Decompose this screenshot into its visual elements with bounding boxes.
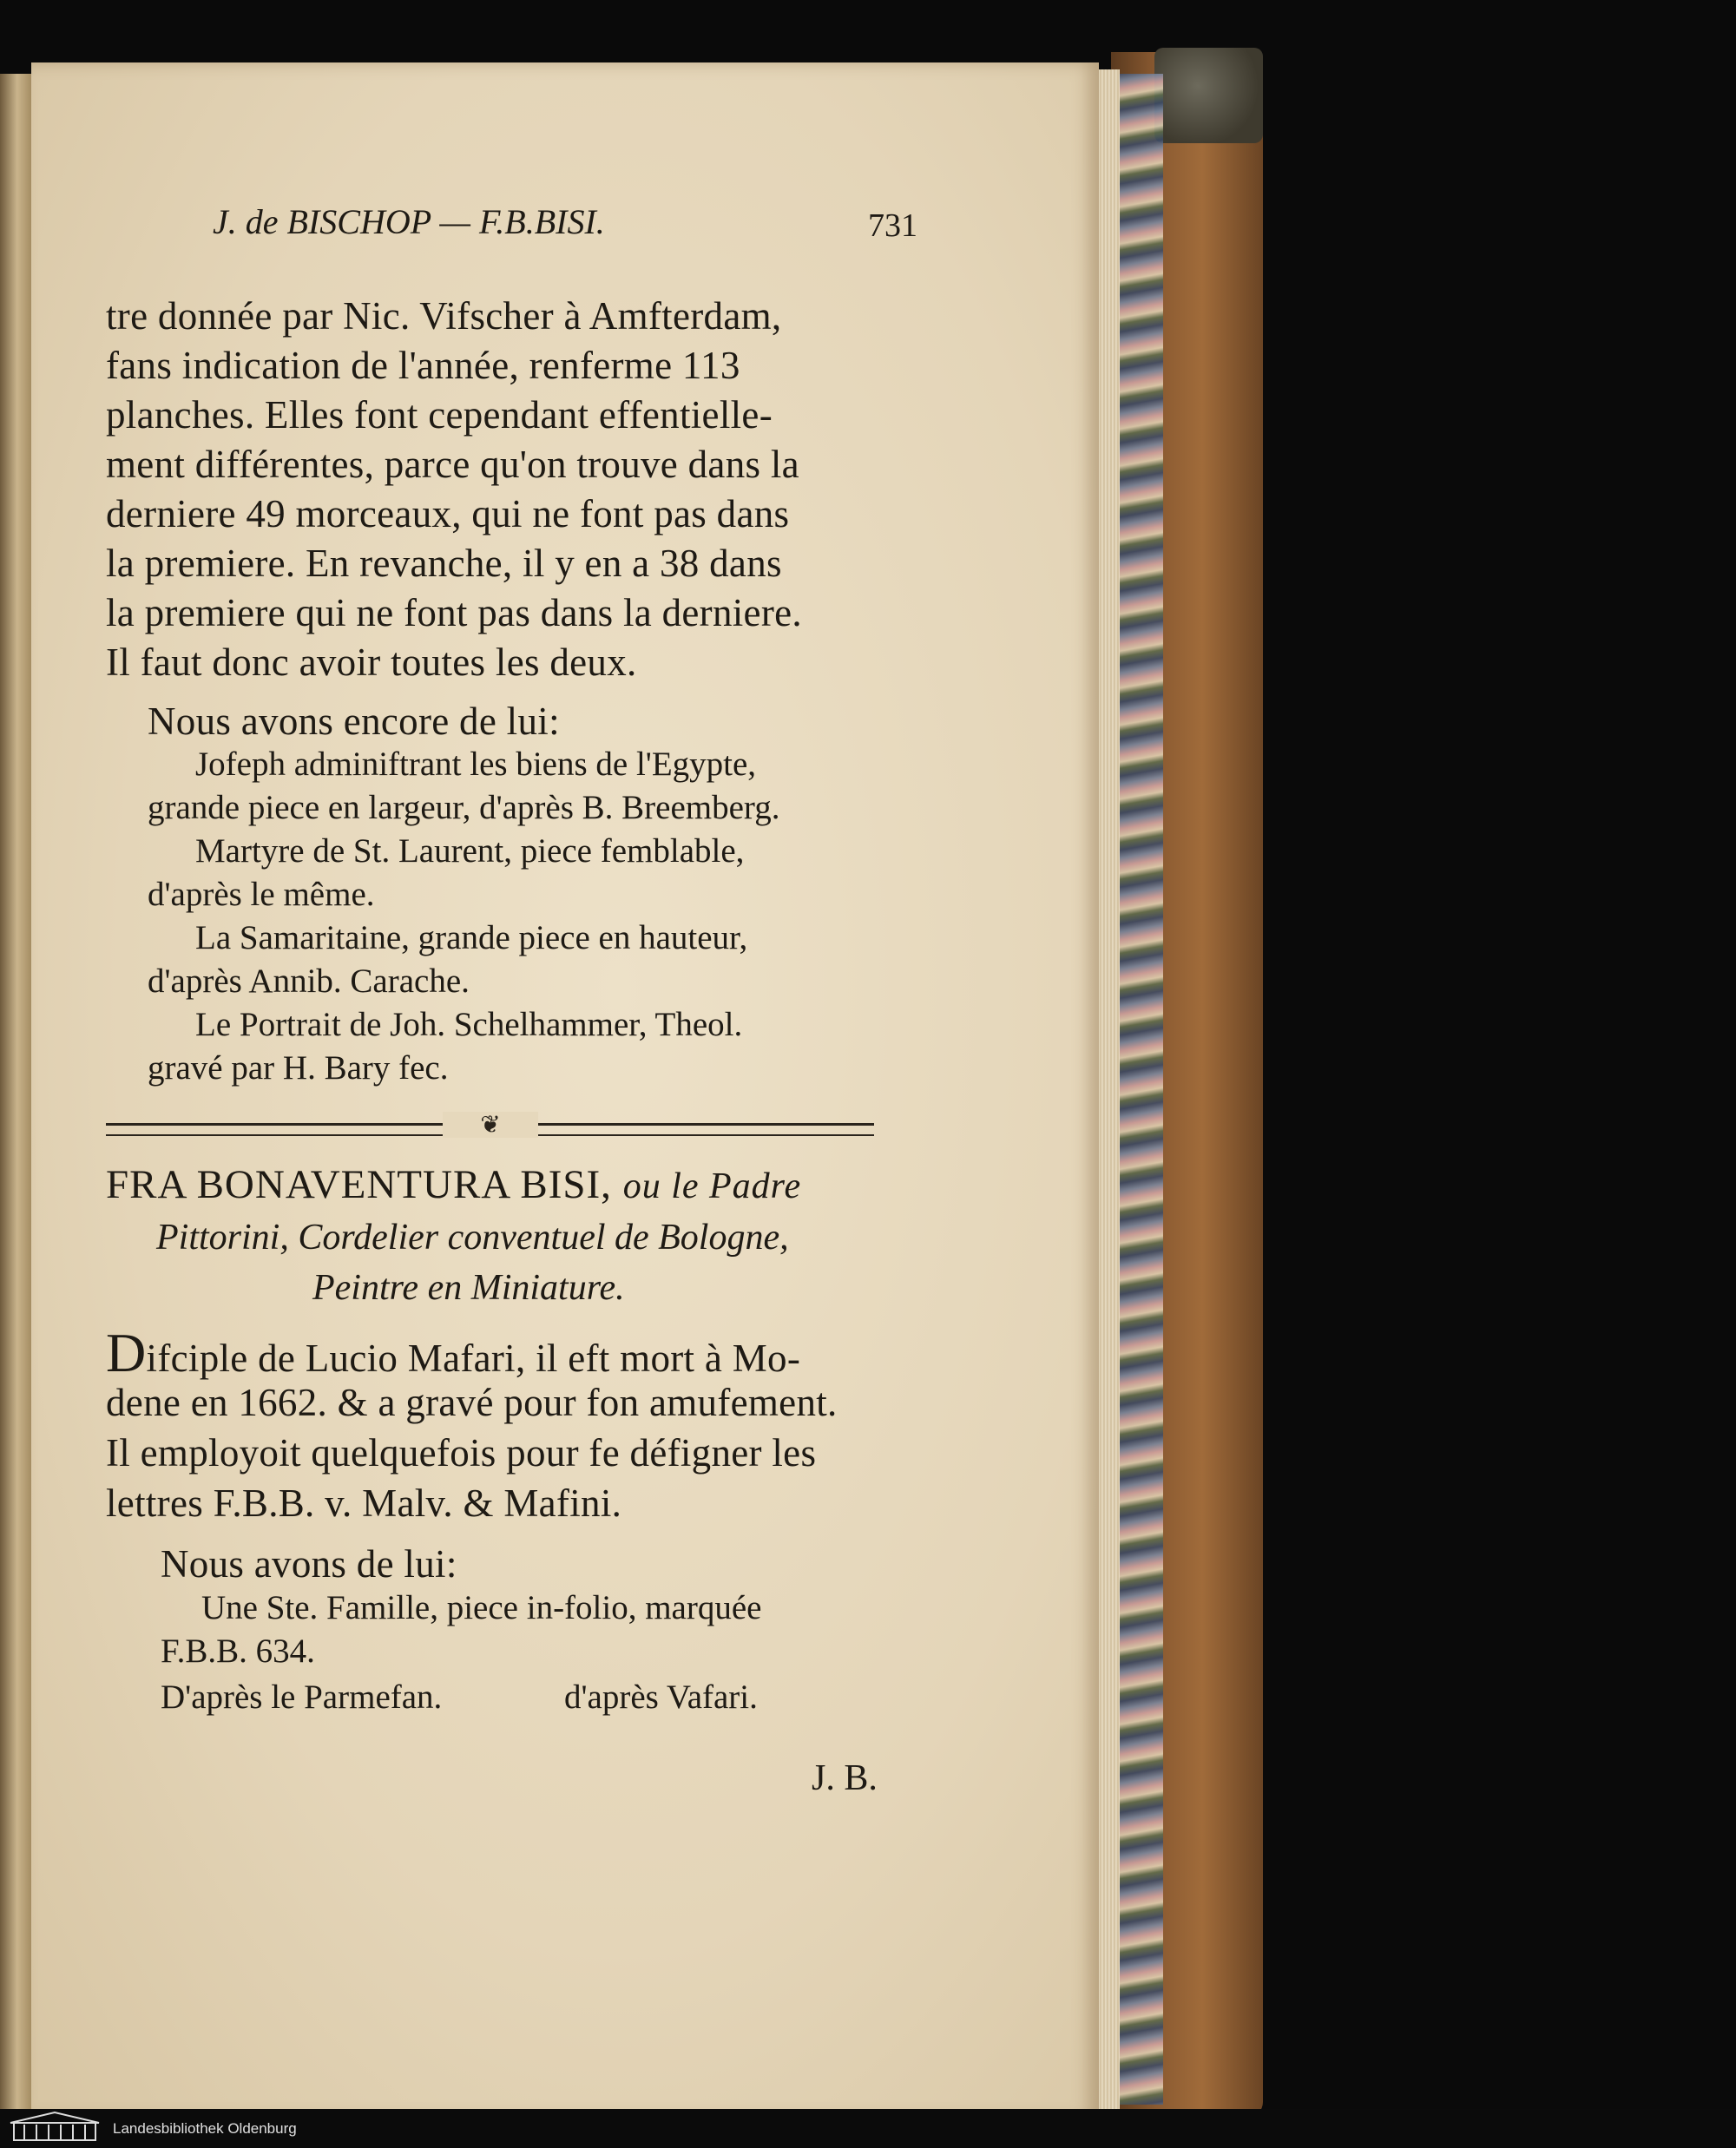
running-head: J. de BISCHOP — F.B.BISI. <box>213 202 605 241</box>
heading-profession: Peintre en Miniature. <box>312 1268 625 1308</box>
text-line: tre donnée par Nic. Vifscher à Amfterdam, <box>106 294 782 338</box>
left-page-edge <box>0 74 31 2109</box>
drop-cap: D <box>106 1322 147 1383</box>
text-line: la premiere. En revanche, il y en a 38 dans <box>106 542 782 585</box>
ornament-icon: ❦ <box>443 1112 538 1138</box>
work-line: La Samaritaine, grande piece en hauteur, <box>195 919 748 956</box>
page-number: 731 <box>868 207 917 244</box>
signature: J. B. <box>812 1758 878 1798</box>
text-line: lettres F.B.B. v. Malv. & Mafini. <box>106 1481 622 1525</box>
section-heading <box>106 1161 801 1208</box>
heading-subtitle: Pittorini, Cordelier conventuel de Bologne, <box>156 1218 789 1258</box>
work-line: d'après le même. <box>148 876 375 913</box>
page-stack-edge <box>1095 69 1120 2109</box>
work-line: Le Portrait de Joh. Schelhammer, Theol. <box>195 1006 743 1043</box>
works-intro: Nous avons de lui: <box>161 1542 457 1586</box>
work-line: F.B.B. 634. <box>161 1632 315 1670</box>
library-label: Landesbibliothek Oldenburg <box>113 2120 297 2137</box>
library-building-icon <box>7 2111 102 2148</box>
heading-alias: ou le Padre <box>622 1166 802 1206</box>
work-line: Jofeph adminiftrant les biens de l'Egypte, <box>195 746 757 783</box>
text-line: planches. Elles font cependant effentielle- <box>106 393 773 437</box>
work-line: Martyre de St. Laurent, piece femblable, <box>195 832 745 870</box>
text-line: dene en 1662. & a gravé pour fon amufement. <box>106 1381 838 1424</box>
text-line: fans indication de l'année, renferme 113 <box>106 344 740 387</box>
work-line: gravé par H. Bary fec. <box>148 1049 449 1087</box>
work-line: Une Ste. Famille, piece in-folio, marquée <box>201 1589 762 1626</box>
text-line: Il faut donc avoir toutes les deux. <box>106 640 637 684</box>
works-intro: Nous avons encore de lui: <box>148 700 560 743</box>
text-line: Difciple de Lucio Mafari, il eft mort à Mo- <box>106 1322 801 1383</box>
text-line: Il employoit quelquefois pour fe défigner les <box>106 1431 817 1475</box>
after-right: d'après Vafari. <box>564 1678 758 1716</box>
text-line: la premiere qui ne font pas dans la derniere. <box>106 591 802 634</box>
work-line: d'après Annib. Carache. <box>148 962 470 1000</box>
text-line: derniere 49 morceaux, qui ne font pas dans <box>106 492 790 535</box>
after-left: D'après le Parmefan. <box>161 1678 443 1716</box>
text-line: ment différentes, parce qu'on trouve dans la <box>106 443 799 486</box>
marbled-endpaper <box>1115 74 1163 2105</box>
book-cover-corner <box>1154 48 1263 143</box>
artist-name: FRA BONAVENTURA BISI, <box>106 1162 612 1207</box>
work-line: grande piece en largeur, d'après B. Breemberg. <box>148 789 780 826</box>
